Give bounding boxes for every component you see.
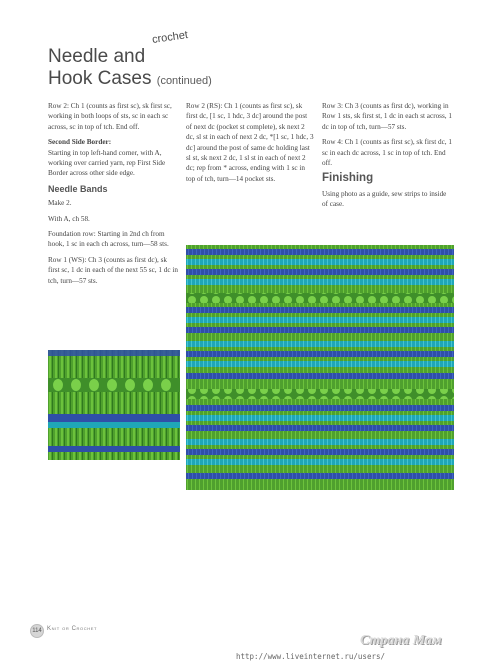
row-2-instructions: Row 2: Ch 1 (counts as first sc), sk first sc, working in both loops of sts, sc in each sc across, sc in top of tch. End off. [48,102,172,131]
watermark-url: http://www.liveinternet.ru/users/ [236,652,386,661]
closeup-swatch-photo [48,350,180,460]
title-line-1: Needle and [48,46,146,67]
needle-bands-heading: Needle Bands [48,183,108,194]
text-column-1 [48,101,180,291]
row-3-instructions: Row 3: Ch 3 (counts as first dc), working in Row 1 sts, sk first st, 1 dc in each st across, 1 dc in top of tch, turn—57 sts. [322,102,452,131]
second-side-border-heading: Second Side Border: [48,138,112,147]
second-side-border-text: Starting in top left-hand corner, with A, working over carried yarn, rep First Side Border across other side edge. [48,148,166,178]
row-1-instructions: Row 1 (WS): Ch 3 (counts as first dc), sk first sc, 1 dc in each of the next 55 sc, 1 dc in tch, turn—57 sts. [48,255,178,285]
running-head: Knit or Crochet [47,626,98,632]
row-4-instructions: Row 4: Ch 1 (counts as first sc), sk first dc, 1 sc in each dc across, 1 sc in top of tch. End off. [322,138,452,168]
title-line-2 [48,68,212,92]
closeup-swatch-graphic [48,350,180,460]
make-count: Make 2. [48,199,72,208]
page-number: 114 [30,624,44,638]
foundation-row: Foundation row: Starting in 2nd ch from hook, 1 sc in each ch across, turn—58 sts. [48,230,169,249]
row-2-rs-instructions: Row 2 (RS): Ch 1 (counts as first sc), sk first dc, [1 sc, 1 hdc, 3 dc] around the post of next dc (pocket st complete), sk next 2 dc, sl st in each of next 2 dc, *[1 sc, 1 hdc, 3 dc] around the post of same dc holding last sl st, sk next 2 dc, 1 sl st in each of next 2 dc; rep from * across, ending with 1 sc in top of tch, turn—14 pocket sts. [186,102,314,183]
title-continued: (continued) [156,75,212,87]
crochet-tag: crochet [151,29,189,46]
page-title [48,46,212,92]
case-swatch-photo [186,245,454,490]
watermark-logo: Страна Мам [360,633,442,648]
text-column-2 [186,101,314,189]
text-column-3 [322,101,454,215]
second-side-border [48,137,180,179]
with-a-chain: With A, ch 58. [48,214,90,223]
finishing-text: Using photo as a guide, sew strips to inside of case. [322,189,447,209]
title-line-2-text: Hook Cases [48,68,152,89]
finishing-heading: Finishing [322,172,374,185]
case-swatch-graphic [186,245,454,490]
